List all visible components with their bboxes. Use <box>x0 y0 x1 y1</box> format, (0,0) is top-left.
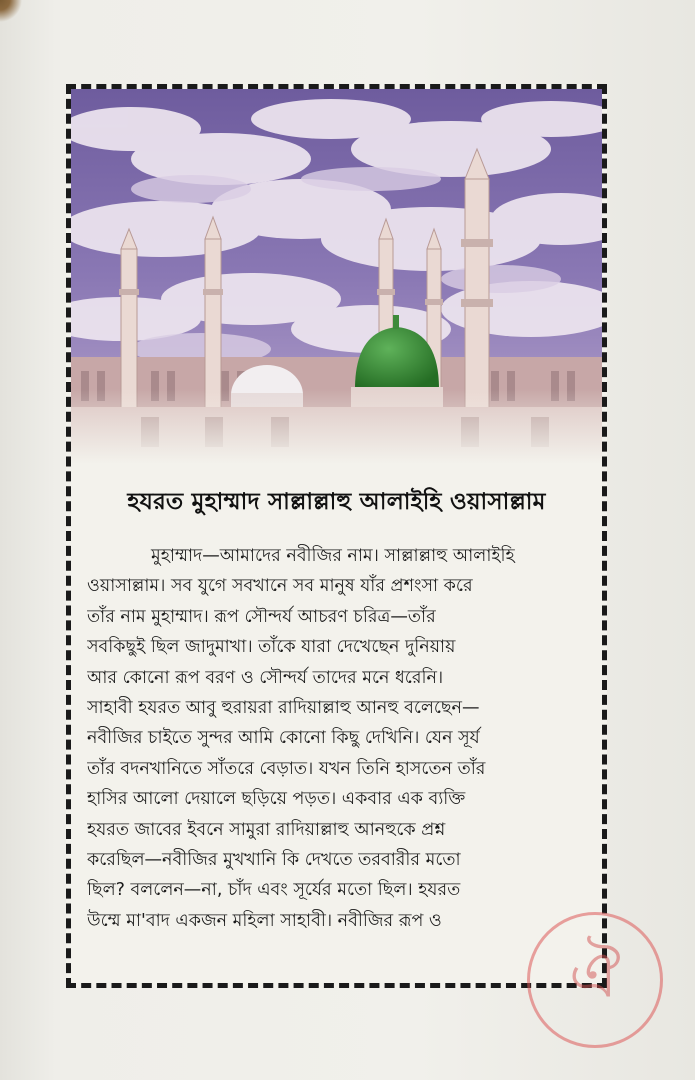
paragraph-line: নবীজির চাইতে সুন্দর আমি কোনো কিছু দেখিনি। যেন সূর্য <box>87 728 480 749</box>
library-stamp-icon <box>527 912 663 1048</box>
paragraph-line: আর কোনো রূপ বরণ ও সৌন্দর্য তাদের মনে ধরেনি। <box>87 667 444 688</box>
paragraph-line: ছিল? বললেন—না, চাঁদ এবং সূর্যের মতো ছিল। হযরত <box>87 880 461 901</box>
mosque-illustration <box>71 89 602 464</box>
paragraph-line: হাসির আলো দেয়ালে ছড়িয়ে পড়ত। একবার এক ব্যক্তি <box>87 789 466 810</box>
paragraph-line: সবকিছুই ছিল জাদুমাখা। তাঁকে যারা দেখেছেন দুনিয়ায় <box>87 637 456 658</box>
paragraph-line: তাঁর নাম মুহাম্মাদ। রূপ সৌন্দর্য আচরণ চরিত্র—তাঁর <box>87 606 436 627</box>
paragraph-line: উম্মে মা'বাদ একজন মহিলা সাহাবী। নবীজির রূপ ও <box>87 910 442 931</box>
stamp-mark: ঐ <box>569 938 621 1013</box>
page-title: হযরত মুহাম্মাদ সাল্লাল্লাহু আলাইহি ওয়াসাল্লাম <box>127 489 546 515</box>
body-paragraph <box>87 541 587 936</box>
paragraph-line: করেছিল—নবীজির মুখখানি কি দেখতে তরবারীর মতো <box>87 850 461 871</box>
dashed-frame <box>66 84 607 988</box>
paragraph-line: তাঁর বদনখানিতে সাঁতরে বেড়াত। যখন তিনি হাসতেন তাঁর <box>87 758 486 779</box>
paragraph-line: হযরত জাবের ইবনে সামুরা রাদিয়াল্লাহু আনহুকে প্রশ্ন <box>87 819 446 840</box>
page-corner <box>0 0 40 40</box>
paragraph-line: মুহাম্মাদ—আমাদের নবীজির নাম। সাল্লাল্লাহু আলাইহি <box>151 546 515 566</box>
paragraph-line: সাহাবী হযরত আবু হুরায়রা রাদিয়াল্লাহু আনহু বলেছেন— <box>87 698 480 719</box>
paragraph-line: ওয়াসাল্লাম। সব যুগে সবখানে সব মানুষ যাঁর প্রশংসা করে <box>87 576 473 597</box>
